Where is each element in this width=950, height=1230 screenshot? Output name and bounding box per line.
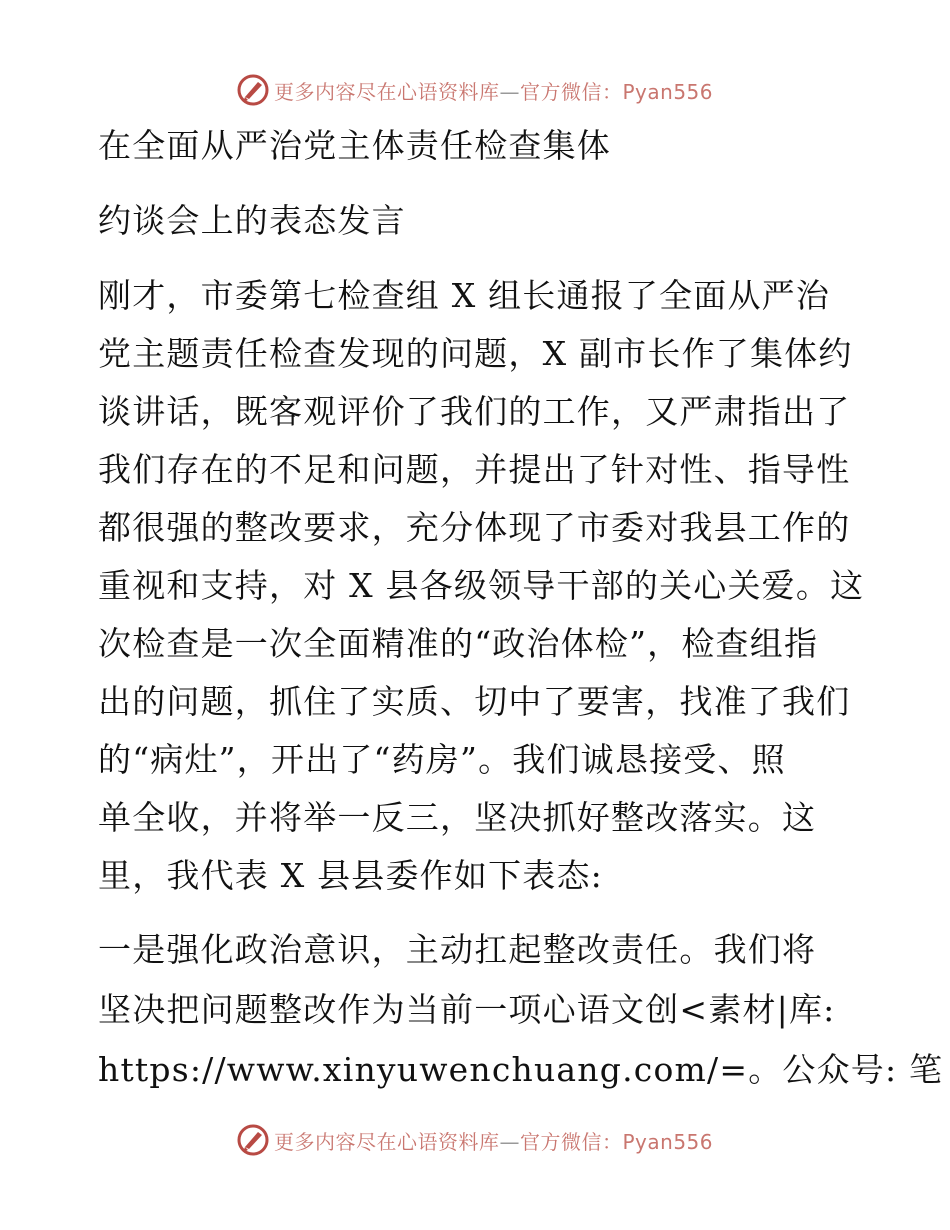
banner-site-text: 更多内容尽在心语资料库 xyxy=(274,79,500,104)
body-line: 党主题责任检查发现的问题，X 副市长作了集体约 xyxy=(98,334,853,373)
banner-dash: — xyxy=(499,1129,520,1154)
logo-icon xyxy=(236,73,270,107)
body-line: 重视和支持，对 X 县各级领导干部的关心关爱。这 xyxy=(98,566,865,605)
banner-wechat-text: 官方微信：Pyan556 xyxy=(520,1129,714,1154)
body-line: 次检查是一次全面精准的“政治体检”，检查组指 xyxy=(98,624,819,663)
body-line: 单全收，并将举一反三，坚决抓好整改落实。这 xyxy=(98,798,817,837)
body-line: 刚才，市委第七检查组 X 组长通报了全面从严治 xyxy=(98,276,831,315)
banner-wechat-text: 官方微信：Pyan556 xyxy=(520,79,714,104)
footer-banner xyxy=(236,1122,713,1158)
body-line: 坚决把问题整改作为当前一项心语文创<素材|库: xyxy=(98,990,836,1029)
body-line: 里，我代表 X 县县委作如下表态: xyxy=(98,856,603,895)
body-line: 谈讲话，既客观评价了我们的工作，又严肃指出了 xyxy=(98,392,851,431)
body-line: 一是强化政治意识，主动扛起整改责任。我们将 xyxy=(98,930,817,969)
document-title-line-2: 约谈会上的表态发言 xyxy=(98,201,406,240)
banner-dash: — xyxy=(499,79,520,104)
body-line: 都很强的整改要求，充分体现了市委对我县工作的 xyxy=(98,508,851,547)
body-line: 出的问题，抓住了实质、切中了要害，找准了我们 xyxy=(98,682,851,721)
header-banner xyxy=(236,72,713,108)
banner-site-text: 更多内容尽在心语资料库 xyxy=(274,1129,500,1154)
body-line: 我们存在的不足和问题，并提出了针对性、指导性 xyxy=(98,450,851,489)
logo-icon xyxy=(236,1123,270,1157)
document-title-line-1: 在全面从严治党主体责任检查集体 xyxy=(98,126,611,165)
body-line: https://www.xinyuwenchuang.com/=。公众号: 笔 xyxy=(98,1050,944,1089)
body-line: 的“病灶”，开出了“药房”。我们诚恳接受、照 xyxy=(98,740,786,779)
